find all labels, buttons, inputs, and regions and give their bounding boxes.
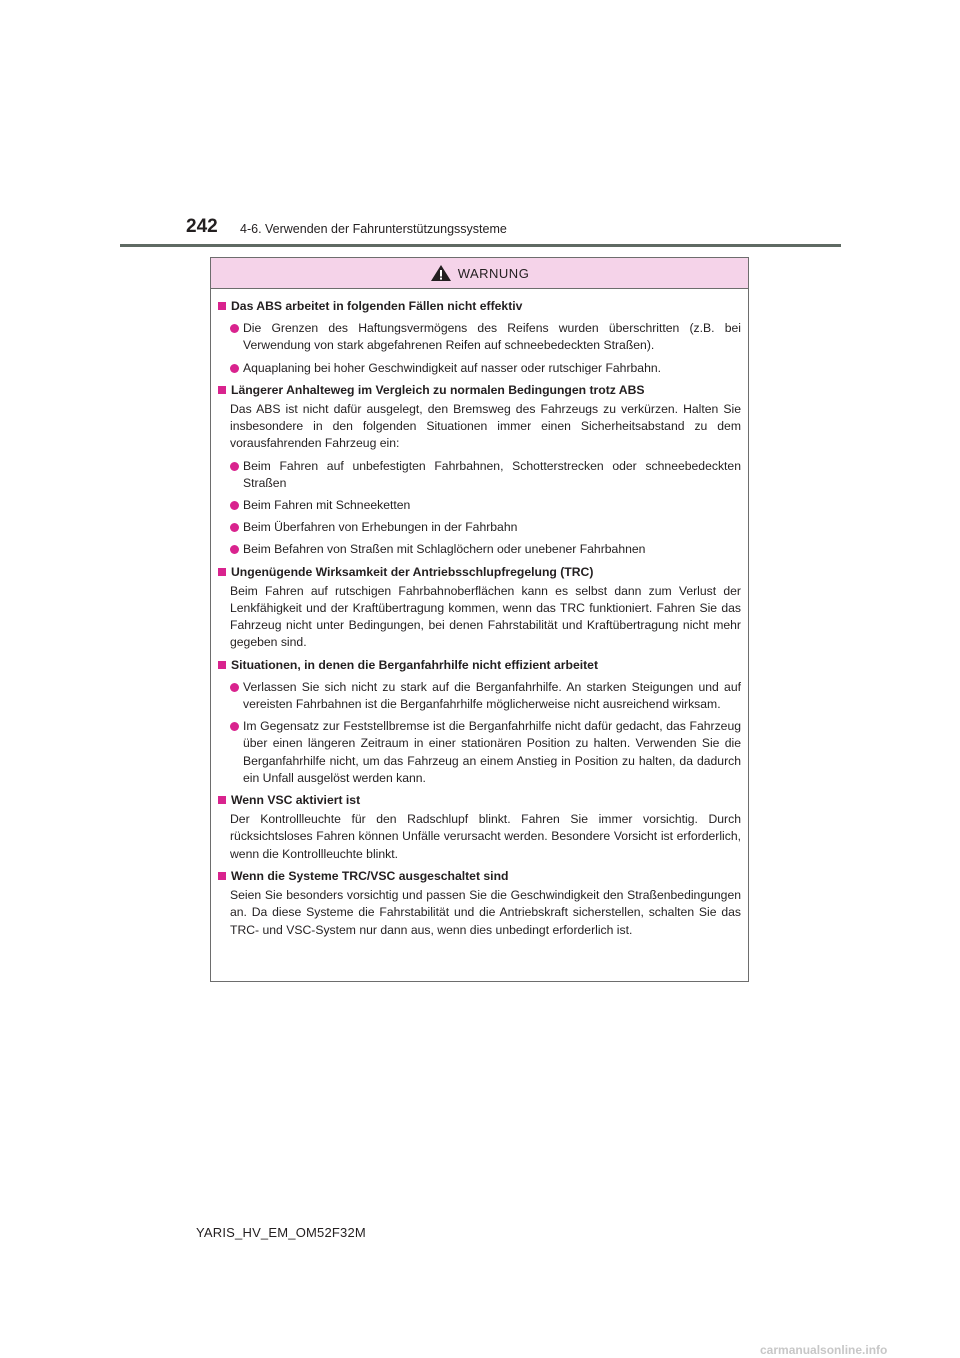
page-number: 242 [186,216,218,237]
dot-bullet-icon [230,523,239,532]
bullet-text: Aquaplaning bei hoher Geschwindigkeit auf nasser oder rutschiger Fahrbahn. [243,360,662,375]
warning-triangle-icon [430,264,452,282]
warning-heading [217,792,741,809]
square-bullet-icon [218,872,226,880]
warning-heading [217,298,741,315]
heading-text: Das ABS arbeitet in folgenden Fällen nicht effektiv [231,299,523,313]
bullet-text: Beim Fahren mit Schneeketten [243,498,411,513]
square-bullet-icon [218,568,226,576]
bullet-item [230,679,741,713]
warning-body [211,289,748,939]
bullet-text: Im Gegensatz zur Feststellbremse ist die Berganfahrhilfe nicht dafür gedacht, das Fahrzeug über einen längeren Zeitraum in einer stationären Position zu halten. Verwenden Sie die Berganfahrhilfe nicht, um das Fahrzeug an einem Anstieg in Position zu halten, da dadurch ein Unfall ausgelöst werden kann. [243,719,741,785]
bullet-item [230,718,741,787]
dot-bullet-icon [230,364,239,373]
square-bullet-icon [218,386,226,394]
heading-text: Längerer Anhalteweg im Vergleich zu normalen Bedingungen trotz ABS [231,382,645,397]
dot-bullet-icon [230,501,239,510]
bullet-item [230,360,741,377]
dot-bullet-icon [230,722,239,731]
bullet-text: Verlassen Sie sich nicht zu stark auf die Berganfahrhilfe. An starken Steigungen und auf vereisten Fahrbahnen ist die Berganfahrhilfe möglicherweise nicht ausreichend wirksam. [243,679,741,712]
section-title: 4-6. Verwenden der Fahrunterstützungssysteme [240,222,507,236]
heading-text: Situationen, in denen die Berganfahrhilfe nicht effizient arbeitet [231,657,599,672]
bullet-item [230,519,741,536]
bullet-item [230,497,741,514]
bullet-text: Beim Fahren auf unbefestigten Fahrbahnen, Schotterstrecken oder schneebedeckten Straßen [243,458,741,490]
bullet-item [230,541,741,558]
warning-title: WARNUNG [457,265,530,281]
square-bullet-icon [218,661,226,669]
paragraph: Seien Sie besonders vorsichtig und passen Sie die Geschwindigkeit den Straßenbedingungen an. Da diese Systeme die Fahrstabilität und die Antriebskraft sicherstellen, schalten Sie das TRC- und VSC-System nur dann aus, wenn dies unbedingt erforderlich ist. [230,888,741,937]
header-divider [120,244,841,247]
warning-box [210,257,749,982]
dot-bullet-icon [230,462,239,471]
dot-bullet-icon [230,683,239,692]
warning-heading [217,382,741,399]
warning-heading [217,564,741,581]
bullet-text: Die Grenzen des Haftungsvermögens des Reifens wurden überschritten (z.B. bei Verwendung von stark abgefahrenen Reifen auf schneebedeckten Straßen). [243,321,741,353]
warning-heading [217,657,741,674]
bullet-item [230,320,741,354]
manual-code: YARIS_HV_EM_OM52F32M [196,1225,366,1240]
bullet-item [230,458,741,492]
paragraph: Das ABS ist nicht dafür ausgelegt, den Bremsweg des Fahrzeugs zu verkürzen. Halten Sie insbesondere in den folgenden Situationen immer einen Sicherheitsabstand zu dem vorausfahrenden Fahrzeug ein: [230,402,741,451]
bullet-text: Beim Überfahren von Erhebungen in der Fahrbahn [243,520,518,535]
heading-text: Ungenügende Wirksamkeit der Antriebsschlupfregelung (TRC) [231,564,594,579]
paragraph: Der Kontrollleuchte für den Radschlupf blinkt. Fahren Sie immer vorsichtig. Durch rücksichtsloses Fahren können Unfälle verursacht werden. Besondere Vorsicht ist erforderlich, wenn die Kontrollleuchte blinkt. [230,812,741,861]
square-bullet-icon [218,796,226,804]
warning-heading [217,868,741,885]
watermark: carmanualsonline.info [760,1343,888,1357]
bullet-text: Beim Befahren von Straßen mit Schlaglöchern oder unebener Fahrbahnen [243,542,646,557]
paragraph: Beim Fahren auf rutschigen Fahrbahnoberflächen kann es selbst dann zum Verlust der Lenkfähigkeit und der Kraftübertragung kommen, wenn das TRC funktioniert. Fahren Sie das Fahrzeug nicht unter Bedingungen, bei denen Fahrstabilität und Kraftübertragung nicht mehr gegeben sind. [230,583,741,650]
heading-text: Wenn VSC aktiviert ist [231,793,361,808]
warning-header [211,258,748,289]
heading-text: Wenn die Systeme TRC/VSC ausgeschaltet sind [231,868,509,883]
dot-bullet-icon [230,545,239,554]
dot-bullet-icon [230,324,239,333]
square-bullet-icon [218,302,226,310]
